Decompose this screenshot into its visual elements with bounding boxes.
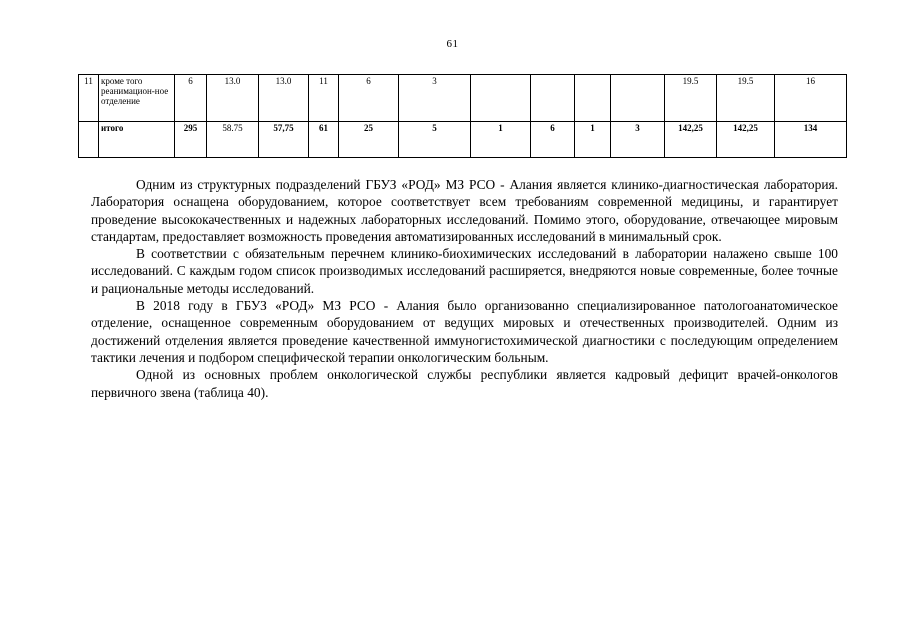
table-cell: кроме того реанимацион-ное отделение xyxy=(99,75,175,122)
table-cell: 1 xyxy=(471,122,531,158)
staffing-table xyxy=(78,74,847,158)
table-cell: 16 xyxy=(775,75,847,122)
body-text xyxy=(91,176,838,401)
table-cell: 142,25 xyxy=(665,122,717,158)
table-cell xyxy=(575,75,611,122)
table-cell xyxy=(79,122,99,158)
table-cell: 142,25 xyxy=(717,122,775,158)
paragraph-pathology-dept: В 2018 году в ГБУЗ «РОД» МЗ РСО - Алания было организованно специализированное патологоанатомическое отделение, оснащенное современным оборудованием от ведущих мировых и отечественных производителей. Одним из достижений отделения является проведение качественной иммуногистохимической диагностики с последующим определением тактики лечения и подбором специфической терапии онкологическим больным. xyxy=(91,298,838,365)
table-cell: 11 xyxy=(79,75,99,122)
table-cell xyxy=(471,75,531,122)
table-cell: 295 xyxy=(175,122,207,158)
table-cell: 3 xyxy=(611,122,665,158)
table-row xyxy=(79,75,847,122)
page-number: 61 xyxy=(446,38,459,50)
table-cell: 6 xyxy=(339,75,399,122)
table-cell: 134 xyxy=(775,122,847,158)
table-cell: 13.0 xyxy=(259,75,309,122)
table-cell: 19.5 xyxy=(665,75,717,122)
table-cell: 6 xyxy=(175,75,207,122)
table-cell: 11 xyxy=(309,75,339,122)
table-cell: 5 xyxy=(399,122,471,158)
table-cell: 57,75 xyxy=(259,122,309,158)
table-cell xyxy=(611,75,665,122)
table-cell xyxy=(531,75,575,122)
table-cell: 3 xyxy=(399,75,471,122)
table-cell: 1 xyxy=(575,122,611,158)
paragraph-staffing-problem: Одной из основных проблем онкологической службы республики является кадровый дефицит врачей-онкологов первичного звена (таблица 40). xyxy=(91,367,838,400)
paragraph-research-list: В соответствии с обязательным перечнем клинико-биохимических исследований в лаборатории налажено свыше 100 исследований. С каждым годом список производимых исследований расширяется, внедряются новые современные, более точные и рациональные методы исследований. xyxy=(91,246,838,296)
table-cell: 13.0 xyxy=(207,75,259,122)
table-cell: 25 xyxy=(339,122,399,158)
paragraph-laboratory: Одним из структурных подразделений ГБУЗ «РОД» МЗ РСО - Алания является клинико-диагностическая лаборатория. Лаборатория оснащена оборудованием, которое соответствует всем требованиям современной медицины, и гарантирует проведение высококачественных и надежных лабораторных исследований. Помимо этого, оборудование, отвечающее мировым стандартам, предоставляет возможность проведения автоматизированных исследований в минимальный срок. xyxy=(91,177,838,244)
table-cell: итого xyxy=(99,122,175,158)
table-row-total xyxy=(79,122,847,158)
table-cell: 61 xyxy=(309,122,339,158)
table-cell: 19.5 xyxy=(717,75,775,122)
table-cell: 58.75 xyxy=(207,122,259,158)
table-cell: 6 xyxy=(531,122,575,158)
